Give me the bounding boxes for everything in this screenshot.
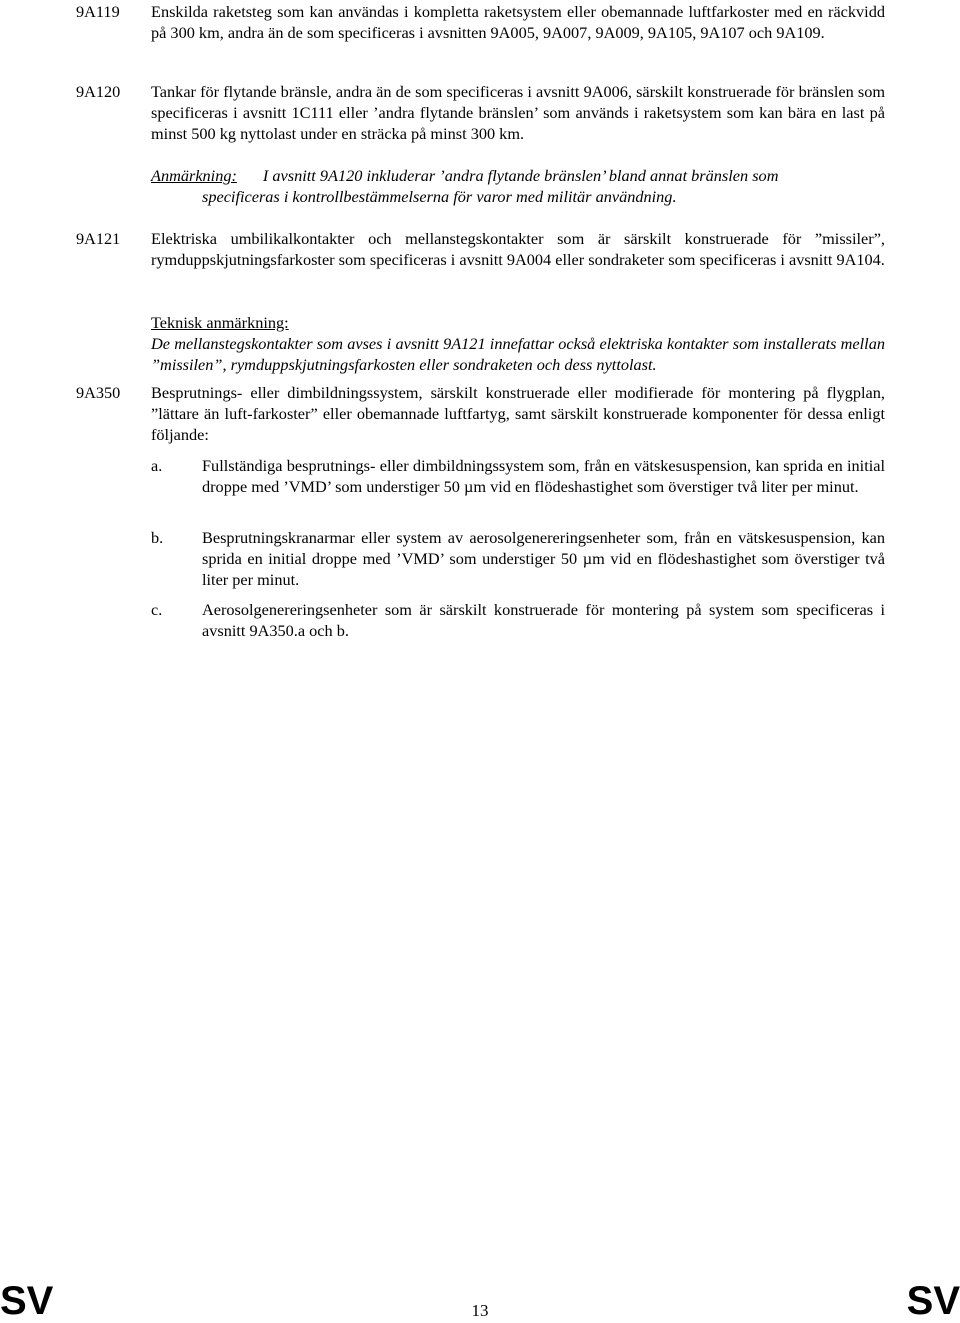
section-code: 9A121 [76,229,121,248]
remark-text-line1: I avsnitt 9A120 inkluderar ’andra flytande bränslen’ bland annat bränslen som [262,166,779,185]
remark [151,165,885,207]
list-item [151,599,885,641]
section-code: 9A120 [76,82,121,101]
remark-label: Anmärkning: [151,166,237,185]
list-item-letter: b. [151,528,164,547]
page-number: 13 [471,1301,489,1320]
section-code: 9A119 [76,2,120,21]
list-item-letter: c. [151,600,163,619]
technical-remark [151,312,885,375]
section-text: Elektriska umbilikalkontakter och mellanstegskontakter som är särskilt konstruerade för ”missiler”, rymduppskjutningsfarkoster som specificeras i avsnitt 9A004 eller sondraketer som specificeras i avsnitt 9A104. [151,229,885,269]
technical-remark-label: Teknisk anmärkning: [151,313,289,332]
footer-language-right: SV [906,1279,960,1323]
section-text: Enskilda raketsteg som kan användas i kompletta raketsystem eller obemannade luftfarkoster med en räckvidd på 300 km, andra än de som specificeras i avsnitten 9A005, 9A007, 9A009, 9A105, 9A107 och 9A109. [151,2,885,42]
list-item [151,527,885,590]
remark-text-line2: specificeras i kontrollbestämmelserna för varor med militär användning. [202,187,677,206]
technical-remark-text: De mellanstegskontakter som avses i avsnitt 9A121 innefattar också elektriska kontakter som installerats mellan ”missilen”, rymduppskjutningsfarkosten eller sondraketen och dess nyttolast. [151,334,885,374]
footer-language-left: SV [0,1279,54,1323]
list-item-text: Aerosolgenereringsenheter som är särskilt konstruerade för montering på system som specificeras i avsnitt 9A350.a och b. [202,600,885,640]
section-text: Besprutnings- eller dimbildningssystem, särskilt konstruerade eller modifierade för montering på flygplan, ”lättare än luft-farkoster” eller obemannade luftfartyg, samt särskilt konstruerade komponenter för dessa enligt följande: [151,383,885,444]
list-item-text: Besprutningskranarmar eller system av aerosolgenereringsenheter som, från en vätskesuspension, kan sprida en initial droppe med ’VMD’ som understiger 50 µm vid en flödeshastighet som överstiger två liter per minut. [202,528,885,589]
section-code: 9A350 [76,383,121,402]
list-item-letter: a. [151,456,163,475]
list-item [151,455,885,497]
section-text: Tankar för flytande bränsle, andra än de som specificeras i avsnitt 9A006, särskilt konstruerade för bränslen som specificeras i avsnitt 1C111 eller ’andra flytande bränslen’ som används i raketsystem som kan bära en last på minst 500 kg nyttolast under en sträcka på minst 300 km. [151,82,885,143]
list-item-text: Fullständiga besprutnings- eller dimbildningssystem som, från en vätskesuspension, kan sprida en initial droppe med ’VMD’ som understiger 50 µm vid en flödeshastighet som överstiger två liter per minut. [202,456,885,496]
